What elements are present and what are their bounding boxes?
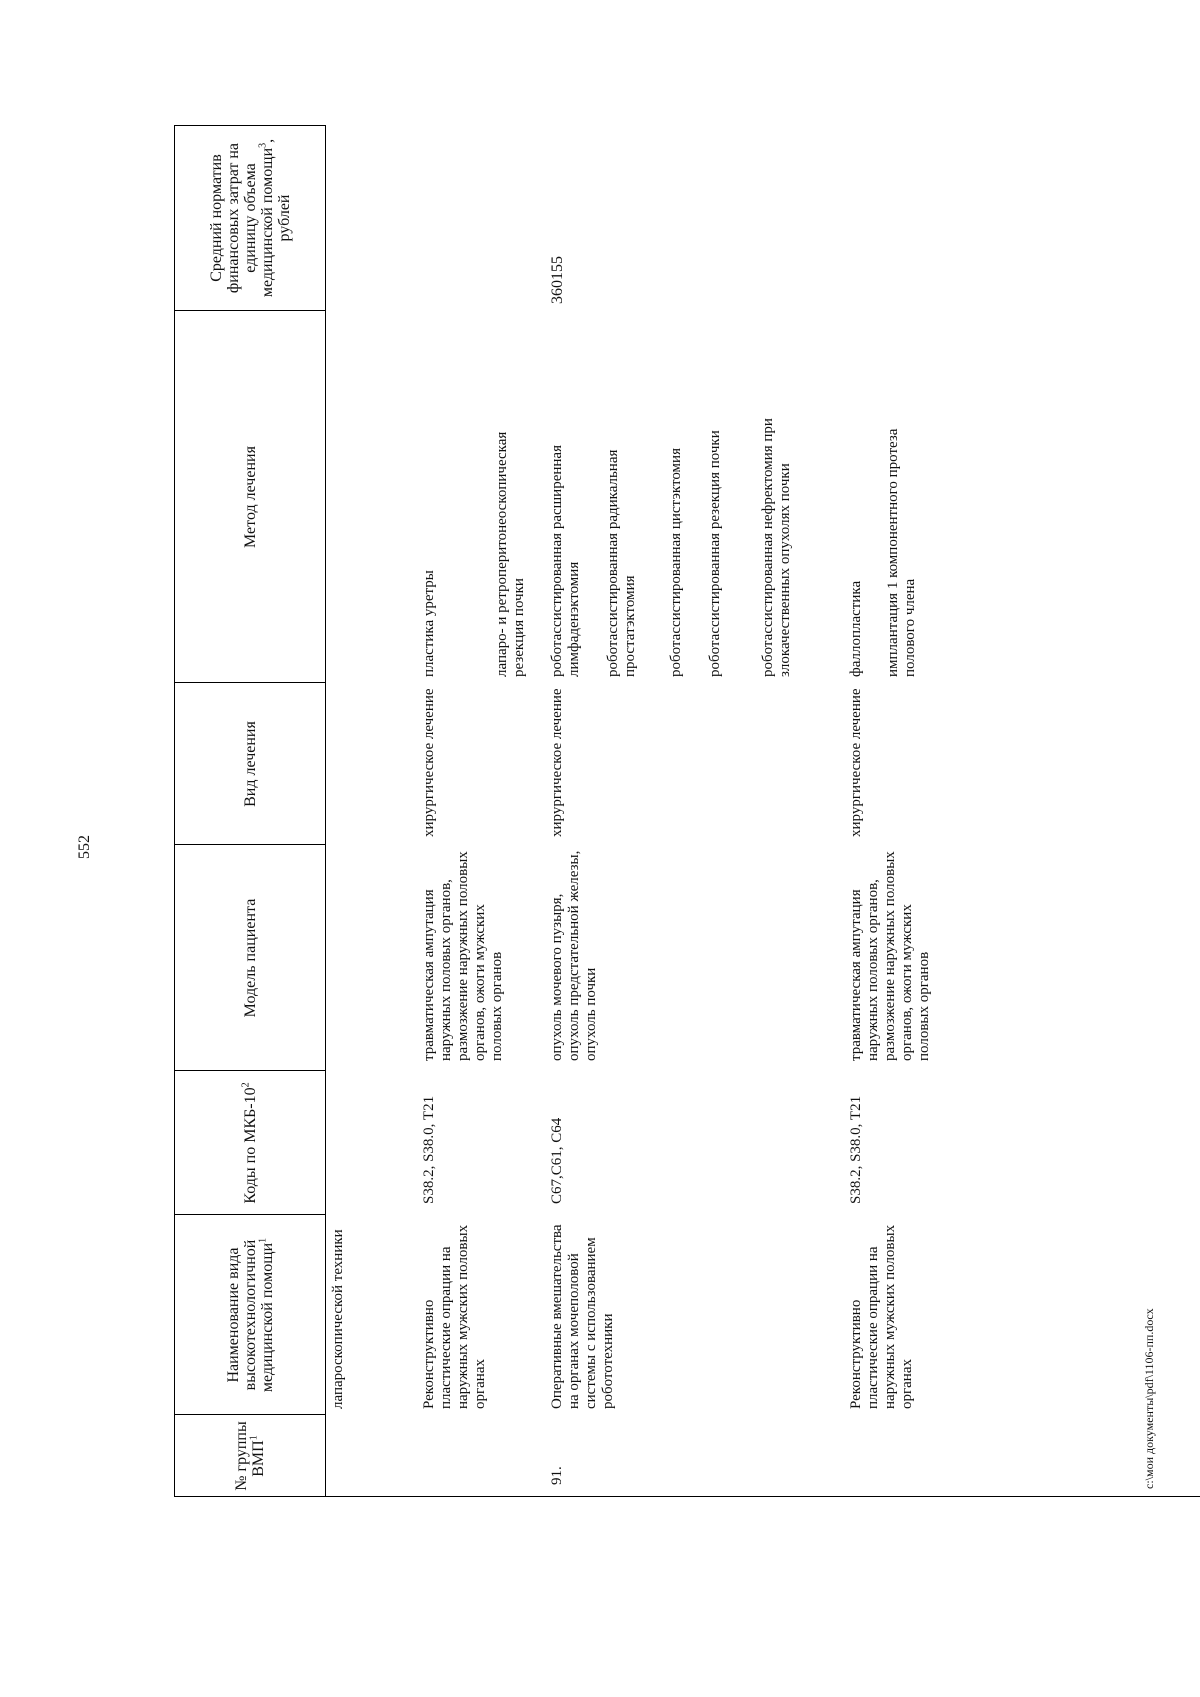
continuation-text: лапароскопической техники [330, 1229, 346, 1409]
header-icd-codes: Коды по МКБ-$10^2$ [240, 1082, 259, 1204]
row3-method-2: имплантация 1 компонентного протеза полового члена [885, 428, 918, 677]
header-cost-norm: Средний норматив финансовых затрат на единицу объема медицинской помощи$^3$, рублей [207, 138, 293, 298]
row3-patient-model: травматическая ампутация наружных половых органов, размозжение наружных половых органов, ожоги мужских половых органов [848, 851, 932, 1061]
row2-vmp-name: Оперативные вмешательства на органах мочеполовой системы с использованием робототехники [549, 1224, 616, 1409]
row3-codes: S38.2, S38.0, T21 [848, 1095, 864, 1204]
row2-group-number: 91. [549, 1466, 565, 1485]
header-patient-model: Модель пациента [241, 898, 259, 1018]
row1-patient-model: травматическая ампутация наружных половых органов, размозжение наружных половых органов, ожоги мужских половых органов [421, 851, 505, 1061]
row3-method-1: фаллопластика [848, 580, 864, 677]
row2-treatment-type: хирургическое лечение [549, 688, 565, 837]
row2-codes: С67,С61, С64 [549, 1117, 565, 1204]
row2-method-1: роботассистированная расширенная лимфаденэктомия [549, 445, 582, 677]
method-laparo: лапаро- и ретроперитонеоскопическая резекция почки [494, 431, 527, 677]
row3-treatment-type: хирургическое лечение [848, 688, 864, 837]
header-group-number: № группы ВМП$^1$ [233, 1421, 267, 1491]
row2-method-3: роботассистированная цистэктомия [668, 448, 684, 677]
row2-method-4: роботассистированная резекция почки [707, 430, 723, 677]
row1-treatment-type: хирургическое лечение [421, 688, 437, 837]
footer-file-path: c:\мои документы\pdf\1106-пп.docx [1142, 1308, 1156, 1489]
row2-method-5: роботассистированная нефректомия при злокачественных опухолях почки [760, 418, 793, 677]
table-left-border [326, 1496, 1200, 1497]
row1-codes: S38.2, S38.0, T21 [421, 1095, 437, 1204]
header-treatment-type: Вид лечения [241, 721, 259, 807]
header-vmp-name: Наименование вида высокотехнологичной медицинской помощи$^1$ [224, 1237, 276, 1393]
row1-method: пластика уретры [421, 570, 437, 677]
row2-patient-model: опухоль мочевого пузыря, опухоль предстательной железы, опухоль почки [549, 850, 599, 1061]
row1-vmp-name: Реконструктивно пластические опрации на наружных мужских половых органах [421, 1224, 488, 1409]
row2-cost: 360155 [549, 256, 566, 304]
row2-method-2: роботассистированная радикальная простатэктомия [605, 449, 638, 677]
row3-vmp-name: Реконструктивно пластические опрации на наружных мужских половых органах [848, 1224, 915, 1409]
page-number: 552 [76, 835, 93, 859]
header-treatment-method: Метод лечения [241, 446, 259, 548]
